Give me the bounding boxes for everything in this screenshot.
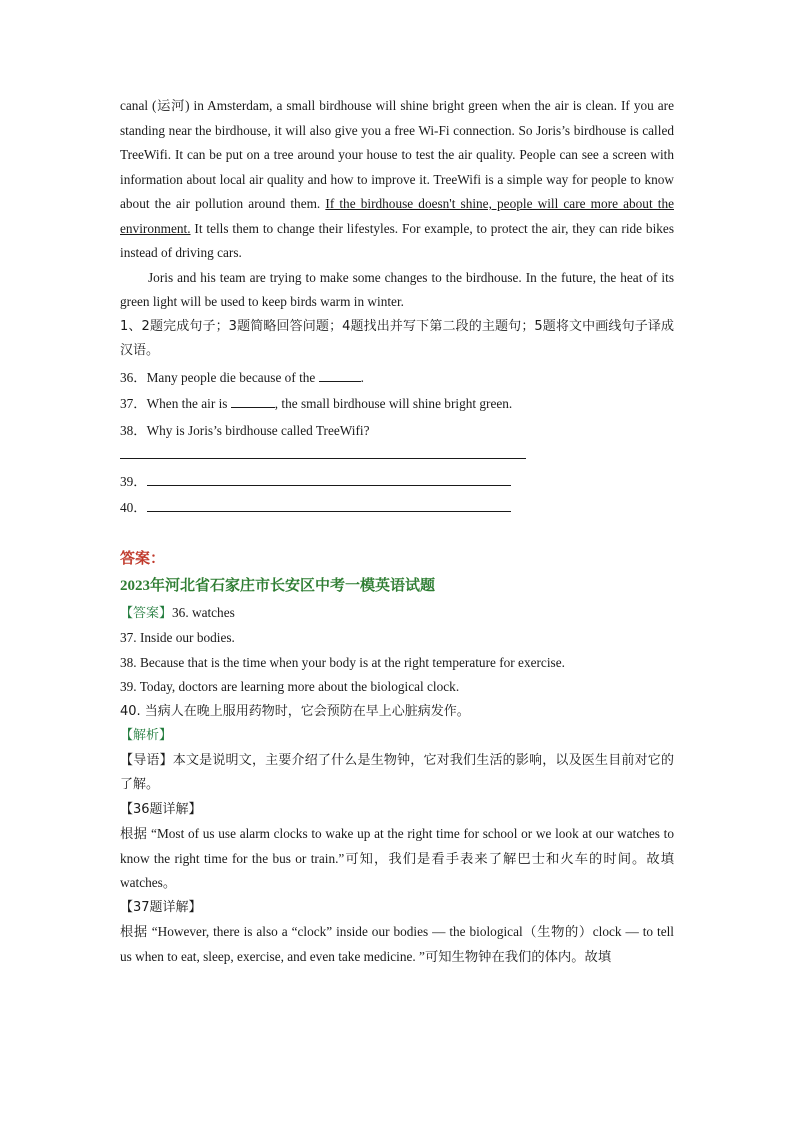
answer-blank[interactable] [147,471,511,486]
answer-36 [120,601,674,627]
question-text: 39． [120,473,147,489]
guide-tag: 【导语】 [120,752,173,768]
guide-text: 本文是说明文，主要介绍了什么是生物钟，它对我们生活的影响，以及医生目前对它的了解。 [120,752,674,792]
question-text: 40． [120,500,147,515]
question-38: 38．Why is Joris’s birdhouse called TreeWifi? [120,422,370,438]
answer-40: 40. 当病人在晚上服用药物时，它会预防在早上心脏病发作。 [120,703,470,719]
detail-36-tag: 【36题详解】 [120,801,202,817]
passage-text: It tells them to change their lifestyles. For example, to protect the air, they can ride bikes instead of driving cars. [120,220,674,260]
question-40 [120,496,674,521]
answer-blank[interactable] [147,497,511,512]
detail-37-text: 根据 “However, there is also a “clock” inside our bodies — the biological（生物的）clock — to tell us when to eat, sleep, exercise, and even take medicine. ”可知生物钟在我们的体内。故填 [120,924,674,964]
question-39 [120,470,674,495]
exam-title: 2023年河北省石家庄市长安区中考一模英语试题 [120,577,436,594]
detail-37-tag: 【37题详解】 [120,899,202,915]
analysis-tag: 【解析】 [120,728,173,743]
question-text: 36．Many people die because of the [120,369,319,385]
instructions: 1、2题完成句子；3题简略回答问题；4题找出并写下第二段的主题句；5题将文中画线句子译成汉语。 [120,318,674,358]
underlined-sentence: If the birdhouse doesn't shine, people will care more about the environment. [120,196,674,236]
answer-blank[interactable] [231,393,275,408]
passage-paragraph-2: Joris and his team are trying to make some changes to the birdhouse. In the future, the heat of its green light will be used to keep birds warm in winter. [120,269,674,309]
passage-text: canal (运河) in Amsterdam, a small birdhouse will shine bright green when the air is clean. If you are standing near the birdhouse, it will also give you a free Wi-Fi connection. So Joris’s birdhouse is called TreeWifi. It can be put on a tree around your house to test the air quality. People can see a screen with information about local air quality and how to improve it. TreeWifi is a simple way for people to know about the air pollution around them. [120,98,674,211]
answer-38: 38. Because that is the time when your body is at the right temperature for exercise. [120,654,565,670]
guide-paragraph [120,749,674,798]
question-text: , the small birdhouse will shine bright green. [274,396,513,411]
answer-39: 39. Today, doctors are learning more about the biological clock. [120,679,460,694]
question-36 [120,366,674,391]
detail-36-text: 根据 “Most of us use alarm clocks to wake up at the right time for school or we look at our watches to know the right time for the bus or train.”可知，我们是看手表来了解巴士和火车的时间。故填 watches。 [120,826,674,890]
question-text: . [360,369,364,385]
document-page [120,94,674,969]
question-37 [120,392,674,417]
question-text: 37．When the air is [120,396,231,411]
answer-37: 37. Inside our bodies. [120,630,235,645]
answer-line-38[interactable] [120,443,674,468]
answer-text: 36. watches [172,604,235,620]
passage-paragraph-1 [120,94,674,266]
answer-tag: 【答案】 [120,605,173,621]
answer-label: 答案： [120,548,166,567]
answer-blank[interactable] [319,367,361,382]
